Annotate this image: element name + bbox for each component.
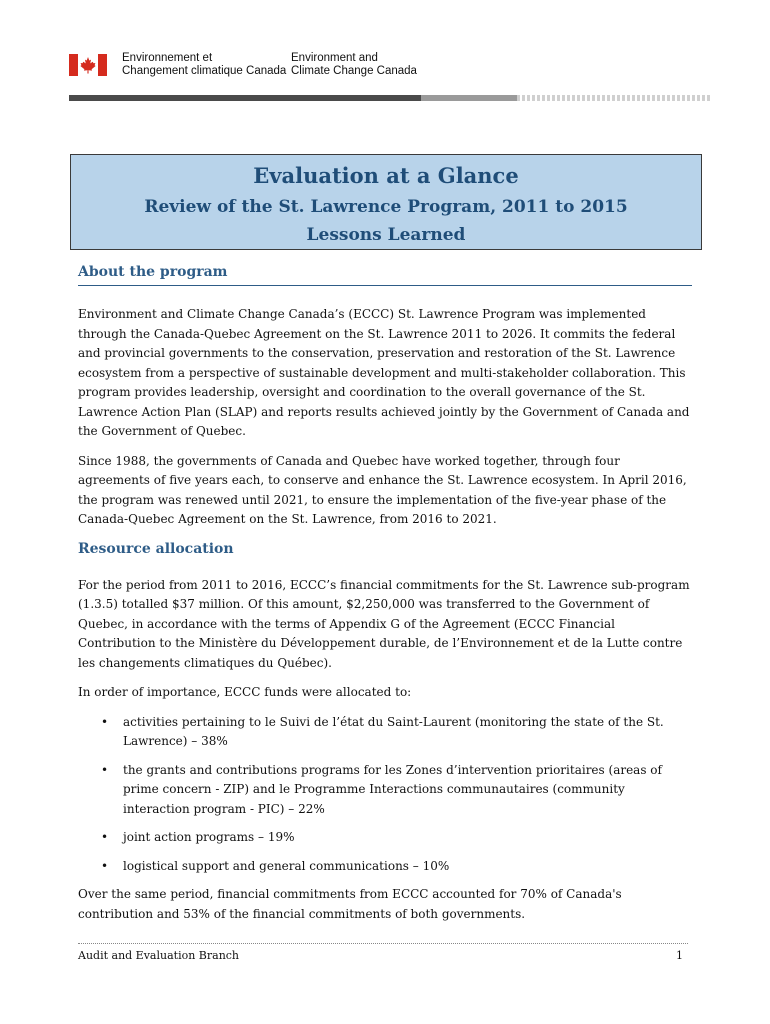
title-box: [70, 154, 702, 250]
footer-branch: Audit and Evaluation Branch: [78, 949, 240, 962]
page-number: 1: [676, 949, 683, 962]
bullet-icon: •: [101, 830, 109, 844]
bullet-icon: •: [101, 762, 109, 777]
department-name-english-line1: Environment and: [291, 52, 378, 64]
list-item: [101, 713, 692, 752]
department-name-french-line2: Changement climatique Canada: [122, 65, 287, 77]
bullet-icon: •: [101, 858, 109, 873]
document-title: Evaluation at a Glance: [253, 163, 519, 188]
document-subtitle: Review of the St. Lawrence Program, 2011 to 2015: [144, 197, 628, 217]
about-heading: About the program: [78, 264, 692, 286]
resource-paragraph-1: For the period from 2011 to 2016, ECCC’s financial commitments for the St. Lawrence sub-program (1.3.5) totalled $37 million. Of this amount, $2,250,000 was transferred to the Government of Quebec, in accordance with the terms of Appendix G of the Agreement (ECCC Financial Contribution to the Ministère du Développement durable, de l’Environnement et de la Lutte contre les changements climatiques du Québec).: [78, 577, 690, 670]
page-header: [69, 52, 709, 82]
department-name-french-line1: Environnement et: [122, 52, 213, 64]
bullet-icon: •: [101, 714, 109, 729]
about-paragraph-2: Since 1988, the governments of Canada and Quebec have worked together, through four agreements of five years each, to conserve and enhance the St. Lawrence ecosystem. In April 2016, the program was renewed until 2021, to ensure the implementation of the five-year phase of the Canada-Quebec Agreement on the St. Lawrence, from 2016 to 2021.: [78, 453, 687, 526]
header-rule-dark: [69, 95, 421, 101]
footer-divider: [78, 943, 688, 944]
header-rule: [69, 95, 711, 101]
resource-paragraph-2: In order of importance, ECCC funds were allocated to:: [78, 685, 412, 699]
list-item: [101, 761, 692, 820]
list-item-text: joint action programs – 19%: [123, 830, 295, 844]
list-item: [101, 857, 692, 877]
header-rule-light: [517, 95, 711, 101]
document-subtitle-2: Lessons Learned: [306, 225, 466, 245]
header-rule-mid: [421, 95, 517, 101]
list-item-text: logistical support and general communications – 10%: [123, 858, 450, 873]
list-item-text: the grants and contributions programs for les Zones d’intervention prioritaires (areas of prime concern - ZIP) and le Programme Interactions communautaires (community interaction program - PIC) – 22%: [123, 762, 662, 816]
about-paragraph-1: Environment and Climate Change Canada’s (ECCC) St. Lawrence Program was implemented through the Canada-Quebec Agreement on the St. Lawrence 2011 to 2026. It commits the federal and provincial governments to the conservation, preservation and restoration of the St. Lawrence ecosystem from a perspective of sustainable development and multi-stakeholder collaboration. This program provides leadership, oversight and coordination to the overall governance of the St. Lawrence Action Plan (SLAP) and reports results achieved jointly by the Government of Canada and the Government of Quebec.: [78, 307, 690, 438]
department-name-english-line2: Climate Change Canada: [291, 65, 417, 77]
allocation-list: [78, 713, 692, 877]
department-name-french: [122, 52, 286, 78]
resource-heading: Resource allocation: [78, 540, 234, 557]
canada-flag-icon: [69, 54, 107, 76]
department-name-english: [291, 52, 417, 78]
resource-paragraph-3: Over the same period, financial commitments from ECCC accounted for 70% of Canada's contribution and 53% of the financial commitments of both governments.: [78, 887, 622, 921]
list-item-text: activities pertaining to le Suivi de l’état du Saint-Laurent (monitoring the state of the St. Lawrence) – 38%: [123, 714, 664, 748]
list-item: [101, 828, 692, 848]
document-body: [78, 264, 692, 924]
